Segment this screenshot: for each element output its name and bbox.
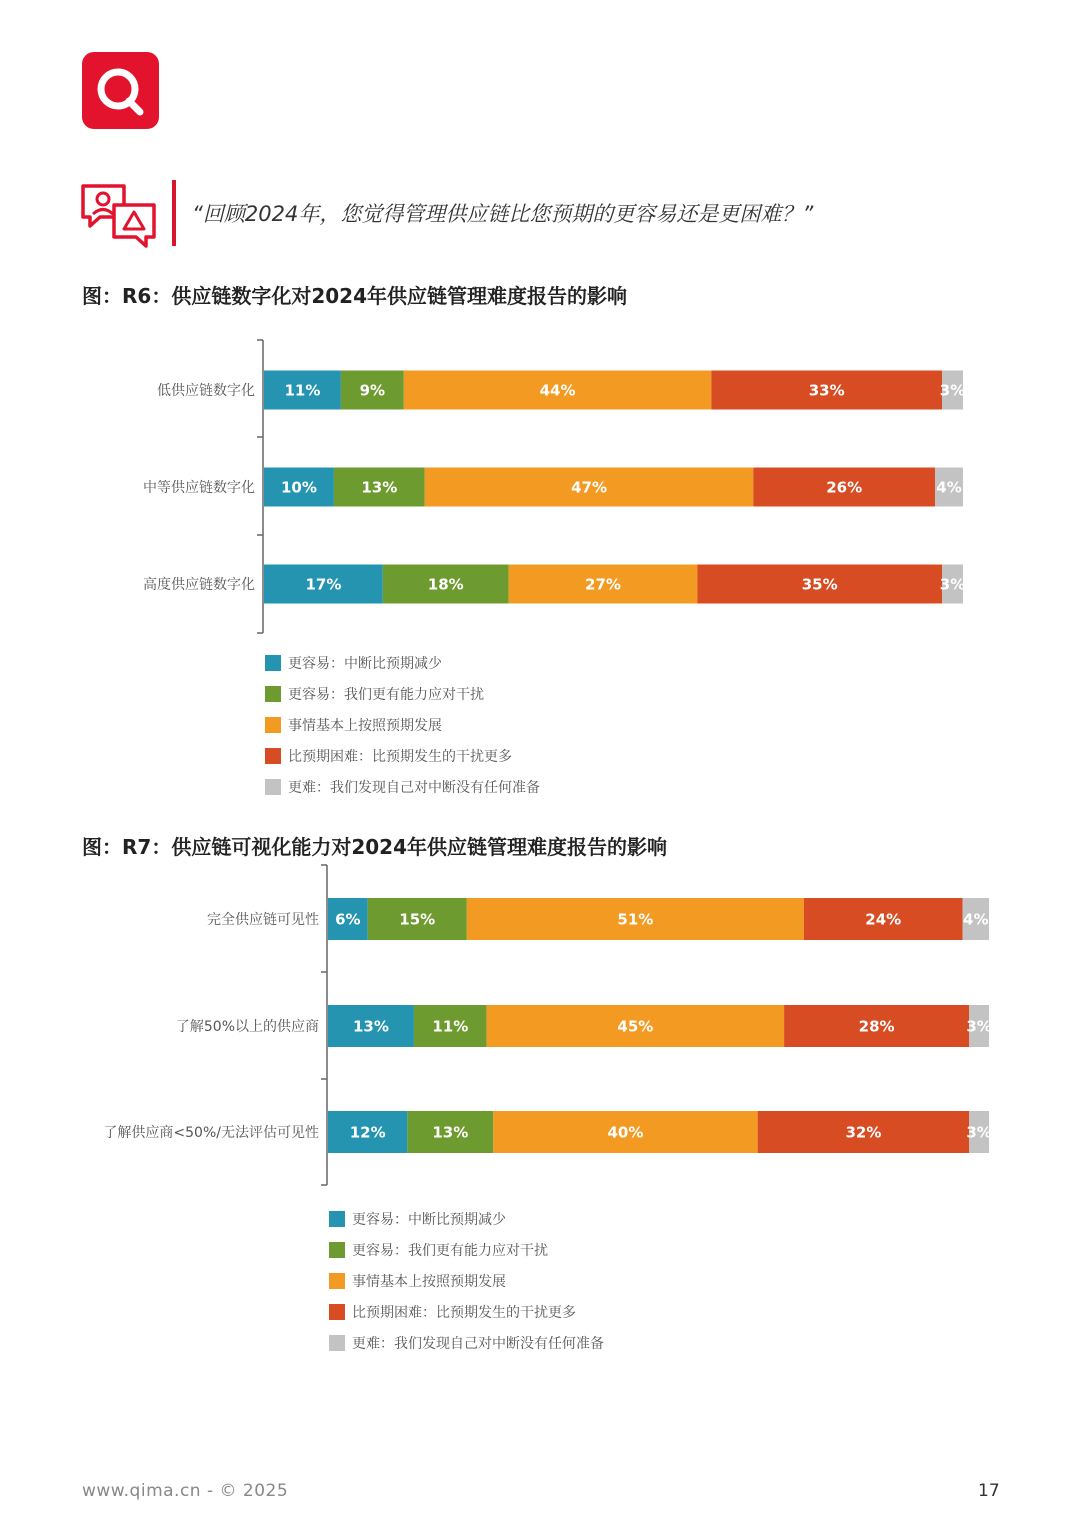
data-label: 10% <box>280 478 317 497</box>
page-number: 17 <box>978 1481 1000 1501</box>
legend-swatch <box>265 717 281 733</box>
quote-divider <box>172 180 176 246</box>
data-label: 28% <box>858 1017 895 1036</box>
data-label: 3% <box>939 575 966 594</box>
legend-swatch <box>329 1273 345 1289</box>
figure-r6-title: 图：R6：供应链数字化对2024年供应链管理难度报告的影响 <box>82 284 627 308</box>
quote-text: “回顾2024年，您觉得管理供应链比您预期的更容易还是更困难？” <box>192 202 814 226</box>
legend-label: 更容易：中断比预期减少 <box>352 1212 506 1228</box>
qima-logo <box>82 52 159 129</box>
data-label: 35% <box>801 575 838 594</box>
legend-label: 更难：我们发现自己对中断没有任何准备 <box>352 1336 604 1352</box>
chart-svg <box>0 855 1080 1195</box>
data-label: 3% <box>966 1123 992 1142</box>
figure-r7-title: 图：R7：供应链可视化能力对2024年供应链管理难度报告的影响 <box>82 835 667 859</box>
data-label: 3% <box>939 381 966 400</box>
data-label: 11% <box>432 1017 469 1036</box>
data-label: 11% <box>284 381 321 400</box>
legend-swatch <box>265 655 281 671</box>
legend-label: 比预期困难：比预期发生的干扰更多 <box>288 749 512 765</box>
data-label: 45% <box>617 1017 654 1036</box>
data-label: 26% <box>826 478 863 497</box>
category-label: 中等供应链数字化 <box>143 480 255 496</box>
legend-swatch <box>265 686 281 702</box>
legend-swatch <box>329 1335 345 1351</box>
data-label: 12% <box>349 1123 386 1142</box>
data-label: 13% <box>353 1017 389 1036</box>
data-label: 44% <box>539 381 576 400</box>
legend-label: 事情基本上按照预期发展 <box>352 1274 506 1290</box>
data-label: 4% <box>936 478 962 497</box>
legend-swatch <box>329 1304 345 1320</box>
data-label: 9% <box>359 381 386 400</box>
legend-swatch <box>265 779 281 795</box>
data-label: 40% <box>607 1123 644 1142</box>
data-label: 27% <box>585 575 621 594</box>
data-label: 3% <box>966 1017 992 1036</box>
data-label: 6% <box>335 910 361 929</box>
footer-site: www.qima.cn - © 2025 <box>82 1481 289 1501</box>
data-label: 32% <box>845 1123 882 1142</box>
category-label: 高度供应链数字化 <box>143 577 255 593</box>
category-label: 了解供应商<50%/无法评估可见性 <box>103 1125 319 1141</box>
chart-svg <box>0 330 1080 640</box>
legend-label: 事情基本上按照预期发展 <box>288 718 442 734</box>
legend-label: 更容易：我们更有能力应对干扰 <box>288 687 484 703</box>
data-label: 15% <box>399 910 436 929</box>
data-label: 24% <box>865 910 902 929</box>
data-label: 4% <box>963 910 989 929</box>
data-label: 13% <box>361 478 398 497</box>
data-label: 33% <box>808 381 845 400</box>
legend-swatch <box>329 1211 345 1227</box>
chart-r7 <box>0 855 1080 1195</box>
data-label: 51% <box>617 910 654 929</box>
data-label: 13% <box>432 1123 469 1142</box>
data-label: 47% <box>571 478 607 497</box>
legend-swatch <box>265 748 281 764</box>
chart-r6 <box>0 330 1080 640</box>
category-label: 完全供应链可见性 <box>207 912 319 928</box>
legend-label: 比预期困难：比预期发生的干扰更多 <box>352 1305 576 1321</box>
category-label: 低供应链数字化 <box>157 383 255 399</box>
data-label: 17% <box>305 575 342 594</box>
speech-bubbles-icon <box>80 183 158 249</box>
legend-swatch <box>329 1242 345 1258</box>
data-label: 18% <box>427 575 464 594</box>
qima-logo-q-icon <box>82 52 159 129</box>
legend-label: 更容易：我们更有能力应对干扰 <box>352 1243 548 1259</box>
legend-label: 更难：我们发现自己对中断没有任何准备 <box>288 780 540 796</box>
category-label: 了解50%以上的供应商 <box>175 1019 319 1035</box>
legend-label: 更容易：中断比预期减少 <box>288 656 442 672</box>
